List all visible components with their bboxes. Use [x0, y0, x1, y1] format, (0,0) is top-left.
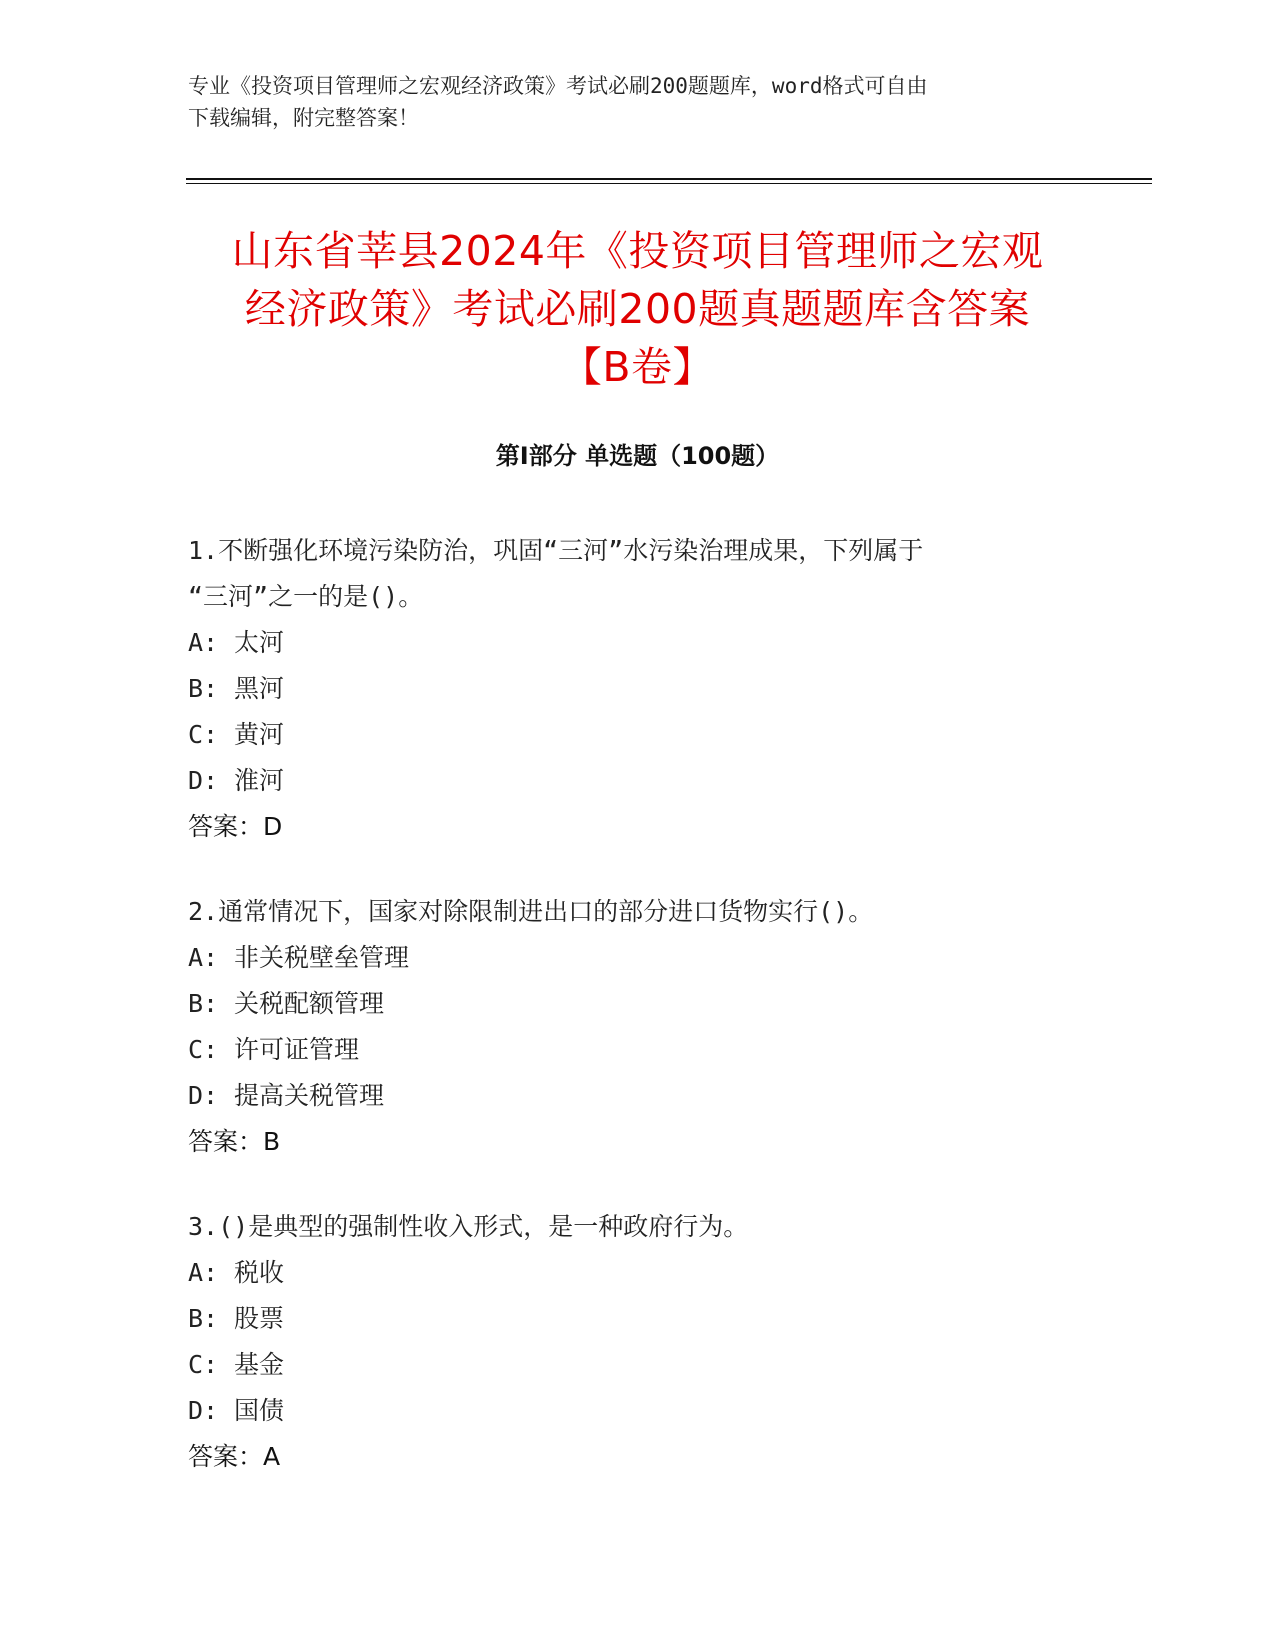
question-2	[188, 889, 1108, 1165]
option-letter: B:	[188, 1304, 219, 1333]
option-letter: C:	[188, 1035, 219, 1064]
option-letter: D:	[188, 766, 219, 795]
question-stem: 2.通常情况下，国家对除限制进出口的部分进口货物实行()。	[188, 897, 874, 926]
option-d	[188, 758, 1108, 804]
option-a	[188, 1250, 1108, 1296]
option-d	[188, 1388, 1108, 1434]
option-letter: D:	[188, 1081, 219, 1110]
option-a	[188, 620, 1108, 666]
option-letter: C:	[188, 1350, 219, 1379]
title-line-1: 山东省莘县2024年《投资项目管理师之宏观	[231, 227, 1044, 275]
question-stem: 1.不断强化环境污染防治，巩固“三河”水污染治理成果，下列属于	[188, 536, 924, 565]
option-text: 税收	[234, 1258, 285, 1287]
option-b	[188, 981, 1108, 1027]
section-heading: 第Ⅰ部分 单选题（100题）	[495, 442, 780, 470]
option-c	[188, 1027, 1108, 1073]
option-letter: D:	[188, 1396, 219, 1425]
option-d	[188, 1073, 1108, 1119]
option-letter: A:	[188, 628, 219, 657]
option-letter: A:	[188, 943, 219, 972]
option-text: 淮河	[234, 766, 285, 795]
question-1	[188, 528, 1108, 850]
question-stem: 3.()是典型的强制性收入形式，是一种政府行为。	[188, 1212, 749, 1241]
question-list	[188, 528, 1108, 1519]
option-text: 提高关税管理	[234, 1081, 385, 1110]
option-text: 国债	[234, 1396, 285, 1425]
option-letter: B:	[188, 989, 219, 1018]
title-line-3: 【B卷】	[560, 343, 715, 391]
option-letter: B:	[188, 674, 219, 703]
option-text: 股票	[234, 1304, 285, 1333]
option-letter: C:	[188, 720, 219, 749]
option-text: 太河	[234, 628, 285, 657]
answer-line: 答案：A	[188, 1442, 281, 1471]
option-b	[188, 1296, 1108, 1342]
option-text: 非关税壁垒管理	[234, 943, 410, 972]
title-line-2: 经济政策》考试必刷200题真题题库含答案	[244, 285, 1031, 333]
answer-line: 答案：D	[188, 812, 283, 841]
question-3	[188, 1204, 1108, 1480]
option-text: 关税配额管理	[234, 989, 385, 1018]
option-c	[188, 1342, 1108, 1388]
option-a	[188, 935, 1108, 981]
option-letter: A:	[188, 1258, 219, 1287]
header-note-line-1: 专业《投资项目管理师之宏观经济政策》考试必刷200题题库，word格式可自由	[188, 74, 928, 98]
option-text: 基金	[234, 1350, 285, 1379]
option-text: 黑河	[234, 674, 285, 703]
answer-line: 答案：B	[188, 1127, 281, 1156]
header-rule-thick	[186, 178, 1152, 180]
header-note	[188, 70, 1068, 134]
header-rule-thin	[186, 183, 1152, 184]
question-stem-continued: “三河”之一的是()。	[188, 582, 424, 611]
header-note-line-2: 下载编辑，附完整答案！	[188, 106, 419, 130]
option-text: 许可证管理	[234, 1035, 360, 1064]
document-title	[130, 222, 1145, 396]
option-b	[188, 666, 1108, 712]
option-c	[188, 712, 1108, 758]
option-text: 黄河	[234, 720, 285, 749]
